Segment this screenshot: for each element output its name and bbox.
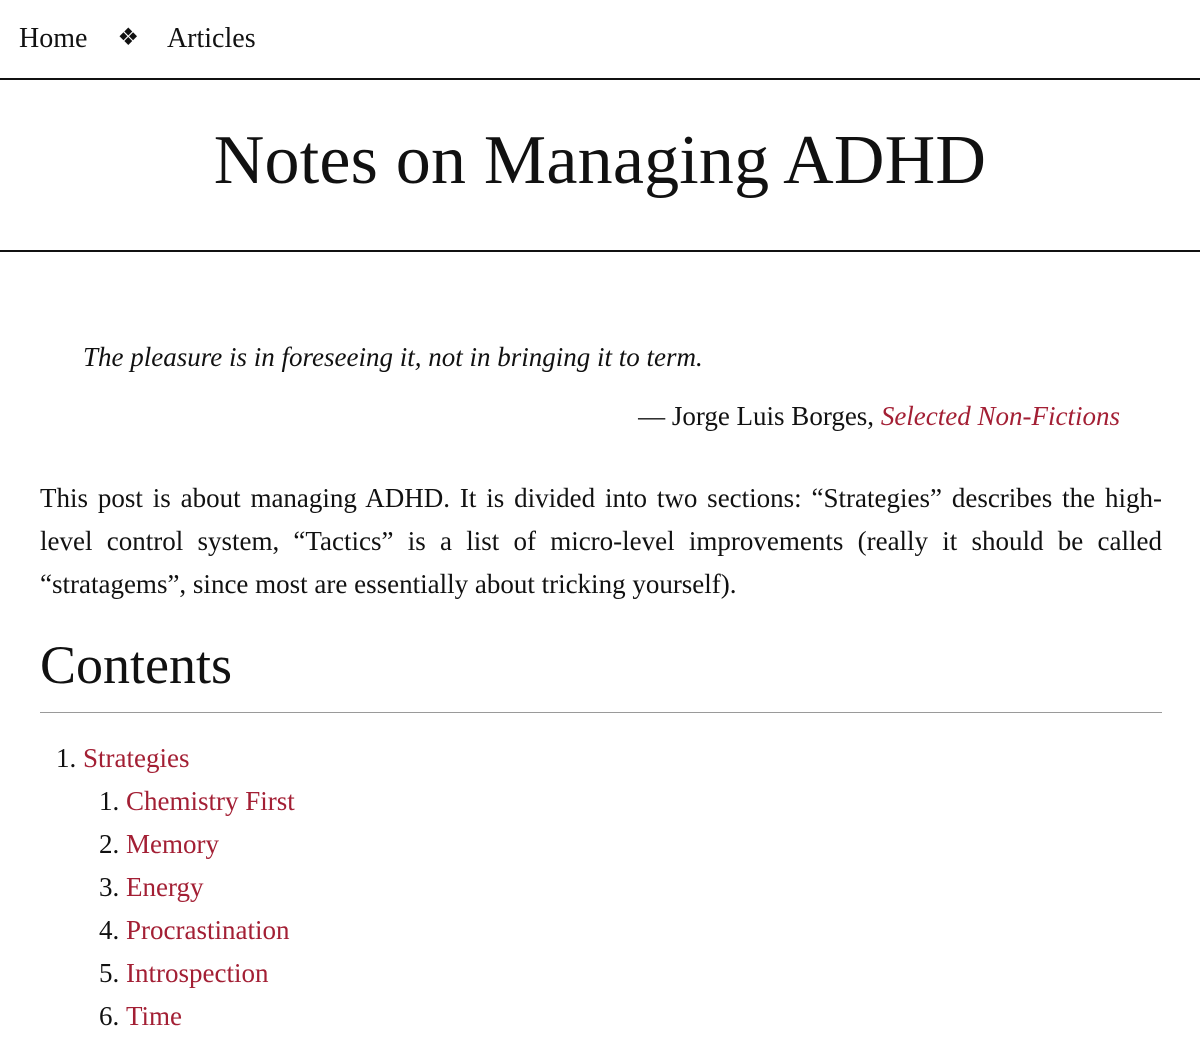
toc-subitem [126,995,1162,1038]
toc-subitem [126,909,1162,952]
epigraph [40,340,1162,432]
toc-link-memory[interactable]: Memory [126,828,219,859]
nav-articles-link[interactable]: Articles [166,23,256,54]
toc-sublist [83,780,1162,1038]
epigraph-quote: The pleasure is in foreseeing it, not in bringing it to term. [83,342,703,372]
toc-link-chemistry-first[interactable]: Chemistry First [126,785,295,816]
page-title: Notes on Managing ADHD [213,122,987,199]
intro-paragraph: This post is about managing ADHD. It is divided into two sections: “Strategies” describes the high-level control system, “Tactics” is a list of micro-level improvements (really it should be called “stratagems”, since most are essentially about tricking yourself). [40,483,1162,600]
toc-subitem [126,866,1162,909]
toc-subitem [126,952,1162,995]
contents-heading: Contents [40,633,1162,713]
table-of-contents [40,737,1162,1038]
toc-subitem [126,823,1162,866]
epigraph-source-link[interactable]: Selected Non-Fictions [880,401,1120,432]
diamond-separator-icon: ❖ [117,24,139,51]
top-navigation [0,0,1200,80]
title-banner [0,80,1200,252]
nav-home-link[interactable]: Home [19,23,88,54]
epigraph-attribution [40,401,1162,432]
toc-link-time[interactable]: Time [126,1000,183,1031]
epigraph-author: — Jorge Luis Borges, [638,401,881,432]
toc-link-procrastination[interactable]: Procrastination [126,914,290,945]
toc-link-strategies[interactable]: Strategies [83,742,190,773]
toc-subitem [126,780,1162,823]
toc-link-energy[interactable]: Energy [126,871,204,902]
article-body [0,340,1200,1038]
toc-link-introspection[interactable]: Introspection [126,957,269,988]
toc-item [83,737,1162,1038]
